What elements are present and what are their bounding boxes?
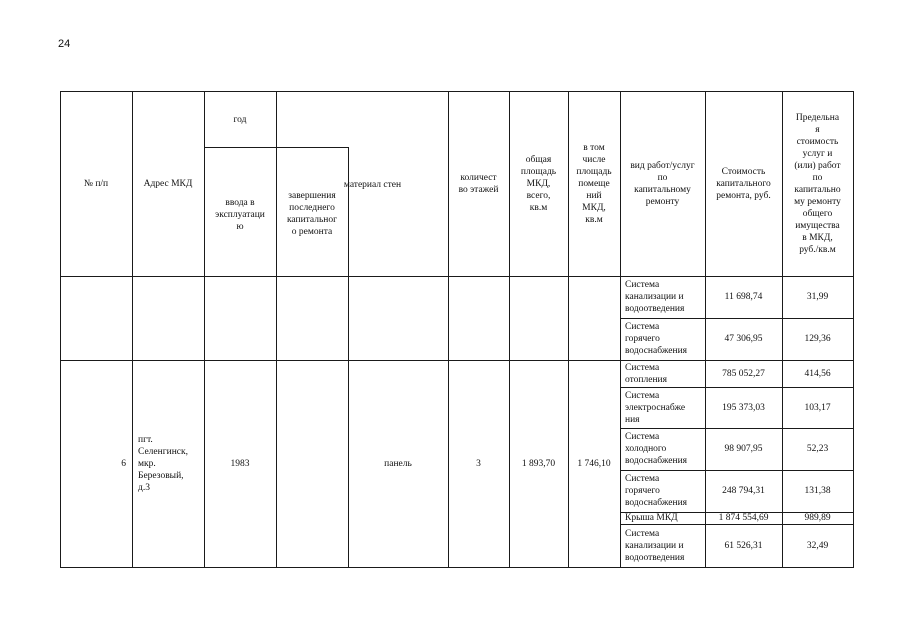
table-border-bottom	[60, 567, 854, 568]
cost-cell: 1 874 554,69	[718, 513, 769, 523]
building-total-area: 1 893,70	[521, 458, 556, 469]
header-year-group: год	[233, 115, 247, 125]
cost-cell: 785 052,27	[722, 368, 765, 379]
header-wall-material: материал стен	[343, 180, 402, 190]
work-type-cell: Система холодного водоснабжения	[625, 432, 688, 466]
max-cost-cell: 129,36	[804, 334, 831, 344]
cost-cell: 98 907,95	[724, 444, 763, 454]
header-year-commissioning: ввода в эксплуатаци ю	[215, 198, 265, 232]
header-max-cost: Предельна я стоимость услуг и (или) работ по капитально му ремонту общего имущества в МКД, руб./кв.м	[794, 112, 841, 255]
header-cost: Стоимость капитального ремонта, руб.	[716, 166, 771, 201]
header-total-area: общая площадь МКД, всего, кв.м	[520, 154, 557, 213]
max-cost-cell: 131,38	[804, 486, 831, 496]
max-cost-cell: 32,49	[806, 540, 829, 551]
work-type-cell: Крыша МКД	[625, 513, 678, 523]
cost-cell: 11 698,74	[724, 292, 763, 302]
cost-cell: 195 373,03	[722, 402, 765, 413]
header-floors: количест во этажей	[458, 172, 499, 195]
table-border-right	[853, 91, 854, 568]
max-cost-cell: 52,23	[806, 444, 829, 454]
work-type-cell: Система горячего водоснабжения	[625, 474, 688, 508]
work-type-cell: Система электроснабже ния	[625, 390, 686, 425]
building-premises-area: 1 746,10	[577, 458, 611, 469]
building-address: пгт. Селенгинск, мкр. Березовый, д.3	[138, 434, 188, 493]
work-type-cell: Система горячего водоснабжения	[625, 322, 688, 356]
max-cost-cell: 414,56	[804, 368, 831, 379]
work-type-cell: Система отопления	[625, 362, 667, 385]
header-work-type: вид работ/услуг по капитальному ремонту	[630, 160, 695, 207]
building-year: 1983	[230, 458, 250, 469]
building-num: 6	[121, 458, 126, 469]
cost-cell: 248 794,31	[722, 486, 765, 496]
cost-cell: 61 526,31	[724, 540, 763, 551]
header-premises-area: в том числе площадь помеще ний МКД, кв.м	[576, 142, 612, 225]
header-address: Адрес МКД	[143, 178, 193, 189]
max-cost-cell: 989,89	[804, 513, 831, 523]
header-year-last-repair: завершения последнего капитальног о ремонта	[286, 191, 338, 237]
cost-cell: 47 306,95	[724, 334, 763, 344]
building-floors: 3	[476, 458, 481, 469]
max-cost-cell: 103,17	[804, 402, 831, 413]
page-number: 24	[58, 38, 71, 50]
max-cost-cell: 31,99	[806, 292, 829, 302]
header-num: № п/п	[83, 178, 109, 189]
building-material: панель	[384, 458, 412, 469]
work-type-cell: Система канализации и водоотведения	[625, 528, 685, 563]
col-line	[276, 91, 277, 568]
work-type-cell: Система канализации и водоотведения	[625, 280, 685, 314]
